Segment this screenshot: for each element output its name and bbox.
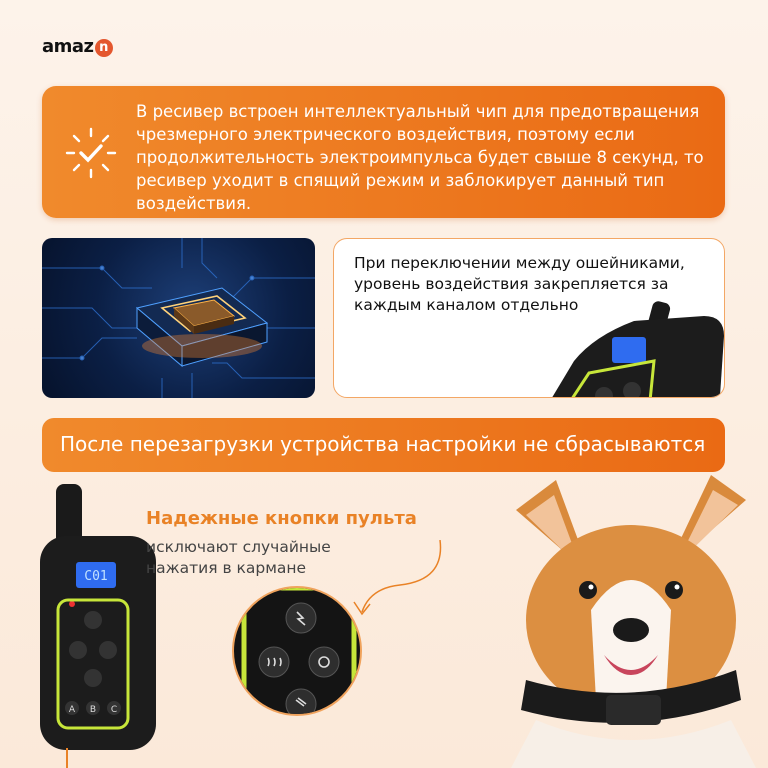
remote-button-a: A	[68, 705, 76, 715]
buttons-subtitle-line-1: исключают случайные	[146, 538, 331, 556]
logo-text: amaz	[42, 36, 94, 57]
buttons-closeup-image	[232, 586, 362, 716]
top-banner-text: В ресивер встроен интеллектуальный чип для предотвращения чрезмерного электрического воздействия, поэтому если продолжительность электроимпульса будет свыше 8 секунд, то ресивер уходит в спящий режим и заблокирует данный тип воздействия.	[136, 102, 704, 213]
settings-banner	[42, 418, 725, 472]
logo-badge: n	[95, 39, 113, 57]
buttons-title: Надежные кнопки пульта	[146, 508, 417, 529]
remote-preview-image	[534, 301, 725, 398]
buttons-subtitle-line-2: нажатия в кармане	[146, 559, 307, 577]
channel-card-text: При переключении между ошейниками, уровень воздействия закрепляется за каждым каналом отдельно	[354, 254, 685, 314]
buttons-subtitle	[146, 537, 331, 579]
pointer-arrow-icon	[340, 540, 450, 620]
remote-screen-text: C01	[84, 569, 108, 584]
channel-info-card	[333, 238, 725, 398]
remote-button-c: C	[110, 705, 118, 715]
remote-button-b: B	[89, 705, 97, 715]
check-badge-icon	[64, 126, 118, 180]
chip-image	[42, 238, 315, 398]
top-info-banner	[42, 86, 725, 218]
settings-banner-text: После перезагрузки устройства настройки не сбрасываются	[60, 432, 706, 456]
decorative-line	[66, 748, 68, 768]
corgi-dog-image	[496, 470, 768, 768]
brand-logo	[42, 36, 113, 57]
